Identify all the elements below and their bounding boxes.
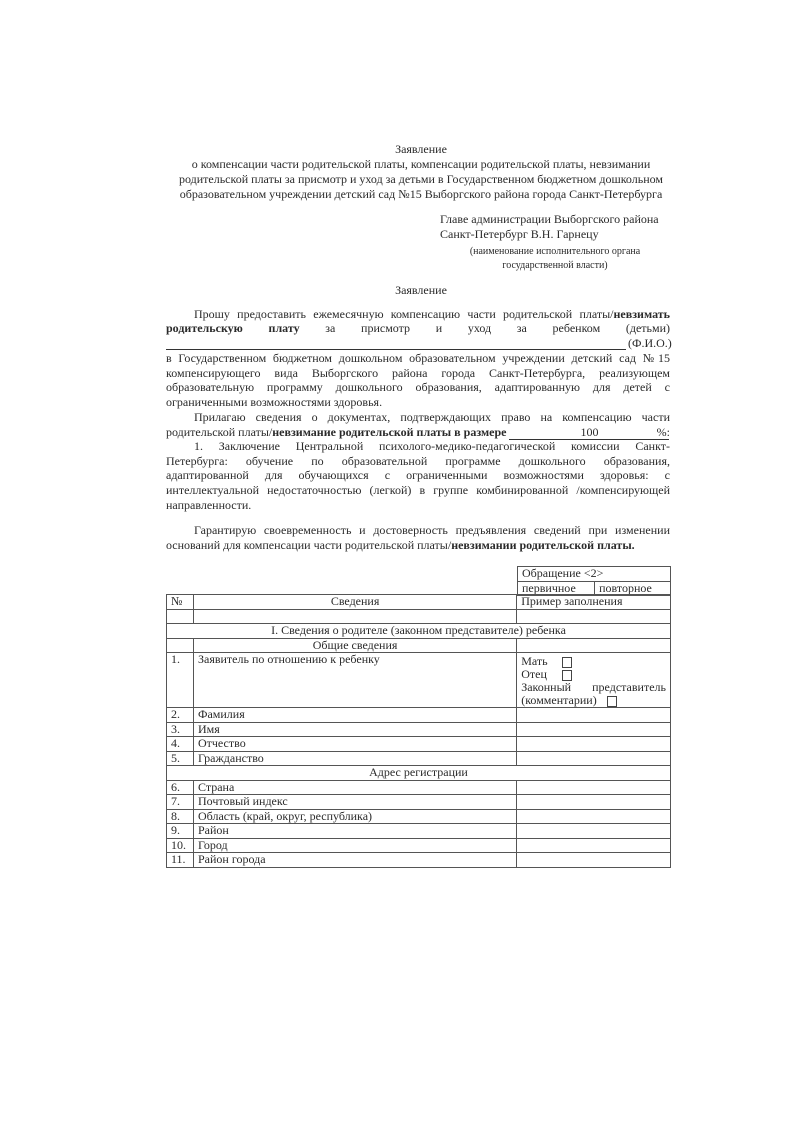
body-line: 1. Заключение Центральной психолого-медико-педагогической комиссии Санкт- xyxy=(194,439,670,453)
col-no-header: № xyxy=(167,595,194,610)
fio-label: (Ф.И.О.) xyxy=(628,336,672,350)
document-title: Заявление xyxy=(395,142,447,156)
body-line: компенсирующего вида Выборгского района города Санкт-Петербурга, реализующем xyxy=(166,366,670,380)
value-cell[interactable] xyxy=(517,780,671,795)
body-line: родительской платы/невзимание родительской платы в размере 100 %: xyxy=(166,425,670,439)
table-row: 10. Город xyxy=(167,838,671,853)
table-row: 8. Область (край, округ, республика) xyxy=(167,809,671,824)
addressee-note: (наименование исполнительного органа xyxy=(469,246,641,257)
address-header: Адрес регистрации xyxy=(167,766,671,781)
addressee-note: государственной власти) xyxy=(502,260,608,271)
table-row: 3. Имя xyxy=(167,722,671,737)
body-line: интеллектуальной недостаточностью (легкой) в группе комбинированной /компенсирующей xyxy=(166,483,670,497)
table-row: 7. Почтовый индекс xyxy=(167,795,671,810)
document-subtitle-line: образовательном учреждении детский сад №15 Выборгского района города Санкт-Петербурга xyxy=(179,187,663,201)
table-row: 4. Отчество xyxy=(167,737,671,752)
addressee-line: Главе администрации Выборгского района xyxy=(440,212,659,226)
document-subtitle-line: о компенсации части родительской платы, компенсации родительской платы, невзимании xyxy=(191,157,651,171)
appeal-primary[interactable]: первичное xyxy=(518,581,595,596)
table-row: 6. Страна xyxy=(167,780,671,795)
value-cell[interactable] xyxy=(517,853,671,868)
body-line: адаптированной для обучающихся с ограниченными возможностями здоровья: с xyxy=(166,468,670,482)
relation-options: Мать Отец Законный представитель (комментарии) xyxy=(517,653,671,708)
body-line: родительскую плату за присмотр и уход за ребенком (детьми) xyxy=(166,321,670,335)
table-row: 9. Район xyxy=(167,824,671,839)
section-parent-info: I. Сведения о родителе (законном представителе) ребенка xyxy=(167,624,671,639)
value-cell[interactable] xyxy=(517,838,671,853)
col-example-header: Пример заполнения xyxy=(517,595,671,610)
table-row: 5. Гражданство xyxy=(167,751,671,766)
body-line: образовательную программу дошкольного образования, адаптированную для детей с xyxy=(166,380,670,394)
row-label: Заявитель по отношению к ребенку xyxy=(193,653,516,708)
body-line: оснований для компенсации части родительской платы/невзимании родительской платы. xyxy=(166,538,635,552)
value-cell[interactable] xyxy=(517,722,671,737)
value-cell[interactable] xyxy=(517,708,671,723)
document-subtitle-line: родительской платы за присмотр и уход за детьми в Государственном бюджетном дошкольном xyxy=(178,172,664,186)
general-info-header: Общие сведения xyxy=(193,638,516,653)
statement-heading: Заявление xyxy=(395,283,447,297)
percent-sign: %: xyxy=(656,425,670,439)
appeal-type-table xyxy=(517,566,671,596)
body-line: ограниченными возможностями здоровья. xyxy=(166,395,383,409)
body-line: Прошу предоставить ежемесячную компенсацию части родительской платы/невзимать xyxy=(194,307,670,321)
value-cell[interactable] xyxy=(517,751,671,766)
mother-checkbox[interactable] xyxy=(562,657,572,668)
body-line: в Государственном бюджетном дошкольном образовательном учреждении детский сад №15 xyxy=(166,351,670,365)
body-line: направленности. xyxy=(166,498,252,512)
appeal-header: Обращение <2> xyxy=(518,567,671,582)
body-line: Петербурга: обучение по образовательной программе дошкольного образования, xyxy=(166,454,670,468)
appeal-repeat[interactable]: повторное xyxy=(595,581,671,596)
col-info-header: Сведения xyxy=(193,595,516,610)
body-line: Гарантирую своевременность и достоверность предъявления сведений при изменении xyxy=(194,523,670,537)
applicant-info-table xyxy=(166,594,671,868)
value-cell[interactable] xyxy=(517,737,671,752)
addressee-line: Санкт-Петербург В.Н. Гарнецу xyxy=(440,227,599,241)
table-row: 11. Район города xyxy=(167,853,671,868)
legal-rep-checkbox[interactable] xyxy=(607,696,617,707)
value-cell[interactable] xyxy=(517,809,671,824)
value-cell[interactable] xyxy=(517,795,671,810)
value-cell[interactable] xyxy=(517,824,671,839)
body-line: Прилагаю сведения о документах, подтверждающих право на компенсацию части xyxy=(194,410,670,424)
percent-field[interactable]: 100 xyxy=(509,425,669,440)
child-name-field[interactable] xyxy=(166,336,626,350)
table-row: 2. Фамилия xyxy=(167,708,671,723)
row-number: 1. xyxy=(167,653,194,708)
